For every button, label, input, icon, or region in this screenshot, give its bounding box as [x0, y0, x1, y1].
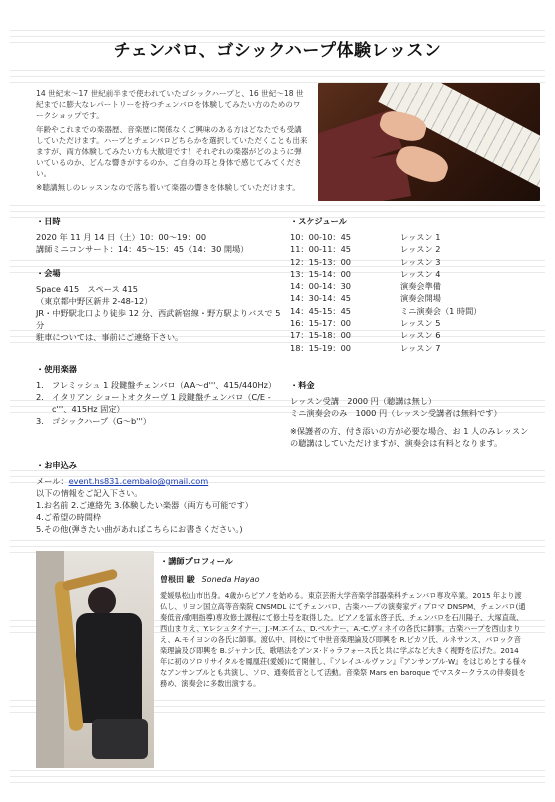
schedule-time: 10：00-10：45: [290, 232, 352, 242]
apply-line: 以下の情報をご記入下さい。: [36, 488, 143, 498]
apply-line: 5.その他(弾きたい曲があればこちらにお書きください。): [36, 524, 243, 534]
apply-section: [36, 460, 306, 535]
fee-heading: ・料金: [290, 380, 315, 390]
instrument-text: イタリアン ショートオクターヴ 1 段鍵盤チェンバロ（C/E - c'''、415Hz 固定）: [52, 392, 271, 414]
profile-name: [160, 574, 260, 585]
intro-note: ※聴講無しのレッスンなので落ち着いて楽器の響きを体験していただけます。: [36, 183, 300, 192]
schedule-row: [290, 243, 530, 255]
datetime-section: [36, 216, 286, 255]
venue-line: （東京都中野区新井 2-48-12）: [36, 296, 153, 306]
venue-line: JR・中野駅北口より徒歩 12 分、西武新宿線・野方駅よりバスで 5 分: [36, 308, 281, 330]
schedule-section: [290, 216, 530, 354]
schedule-row: [290, 292, 530, 304]
instrument-text: ゴシックハープ（G～b'''）: [52, 416, 152, 426]
list-item: [36, 415, 286, 427]
schedule-time: 14：45-15：45: [290, 305, 352, 316]
profile-name-jp: 曽根田 駿: [160, 575, 195, 584]
instruments-heading: ・使用楽器: [36, 364, 77, 374]
schedule-time: 17：15-18：00: [290, 330, 352, 341]
schedule-row: [290, 329, 530, 341]
schedule-label: 演奏会準備: [400, 281, 441, 292]
instrument-text: フレミッシュ 1 段鍵盤チェンバロ（AA～d'''、415/440Hz）: [52, 380, 277, 390]
list-item: [36, 379, 286, 391]
piano-photo: [318, 83, 540, 201]
venue-heading: ・会場: [36, 268, 61, 278]
schedule-label: レッスン 1: [400, 232, 441, 242]
schedule-row: [290, 317, 530, 329]
venue-line: Space 415 スペース 415: [36, 284, 138, 294]
profile-bio: 愛媛県松山市出身。4歳からピアノを始める。東京芸術大学音楽学部器楽科チェンバロ専攻卒業。2015 年より渡仏し、リヨン国立高等音楽院 CNSMDL にてチェンバロ、古楽ハープの演奏家ディプロマ DNSPM、チェンバロ(通奏低音/歌唱指導)専攻修士課程にて修士号を取得した。ピアノを冨永啓子氏、チェンバロを石川陽子、大塚直哉、西山まりえ、Y.レシュタイナー、J.-M.エイム、D.ベルナー、A.-C.ヴィネイの各氏に師事。古楽ハープを西山まりえ、A.モイヨンの各氏に師事。渡仏中、同校にて中世音楽理論及び即興を R.ピカソ氏、ルネサンス、バロック音楽理論及び即興を B.ジャナン氏、歌唱法をアンヌ·ドゥラフォース氏と共に学ぶなど大きく視野を広げた。2014 年に初のソロリサイタルを鳳凰荘(愛媛)にて開催し、『ソレイユ·ルヴァン』『アンサンブル·W』をはじめとする様々なアンサンブルとも共演し、ソロ、通奏低音として活動。音楽祭 Mars en baroque でマスタークラスの伴奏員を務め、演奏会に多数出演する。: [160, 591, 528, 688]
harp-photo: [36, 551, 154, 768]
schedule-heading: ・スケジュール: [290, 216, 347, 226]
fee-note: ※保護者の方、付き添いの方が必要な場合、お 1 人のみレッスンの聴講はしていただけますが、演奏会は有料となります。: [290, 426, 529, 448]
schedule-row: [290, 256, 530, 268]
schedule-time: 12：15-13：00: [290, 256, 352, 267]
fee-line: レッスン受講 2000 円（聴講は無し）: [290, 396, 437, 406]
venue-section: [36, 268, 286, 343]
profile-name-en: Soneda Hayao: [201, 575, 260, 584]
schedule-label: レッスン 2: [400, 244, 441, 255]
intro-paragraph: 14 世紀末～17 世紀前半まで使われていたゴシックハープと、16 世紀～18 世紀までに膨大なレパートリーを持つチェンバロを体験してみたい方のためのワークショップです。: [36, 89, 304, 120]
schedule-time: 14：00-14：30: [290, 281, 352, 292]
schedule-label: レッスン 4: [400, 268, 441, 279]
datetime-line: 2020 年 11 月 14 日（土）10：00～19：00: [36, 232, 207, 242]
fee-line: ミニ演奏会のみ 1000 円（レッスン受講者は無料です）: [290, 408, 502, 418]
schedule-label: レッスン 3: [400, 256, 441, 267]
fee-section: [290, 380, 530, 449]
schedule-time: 16：15-17：00: [290, 318, 352, 329]
list-number: 3.: [36, 416, 44, 426]
schedule-label: レッスン 5: [400, 318, 441, 329]
schedule-label: レッスン 6: [400, 330, 441, 341]
email-link[interactable]: event.hs831.cembalo@gmail.com: [68, 476, 209, 486]
schedule-row: [290, 342, 530, 354]
email-line: [36, 475, 306, 487]
schedule-label: 演奏会開場: [400, 293, 441, 304]
datetime-line: 講師ミニコンサート：14：45～15：45（14：30 開場）: [36, 244, 249, 254]
intro-text: [36, 88, 308, 196]
schedule-row: [290, 280, 530, 292]
schedule-time: 18：15-19：00: [290, 342, 352, 353]
intro-paragraph: 年齢やこれまでの楽器歴、音楽歴に関係なくご興味のある方はどなたでも受講していただけます。ハープとチェンバロどちらかを選択していただくことも出来ますが、両方体験してみたい方も大歓迎です！それぞれの楽器がどのように弾いているのか、どんな響きがするのか、ご自身の耳と身体で感じてみてください。: [36, 125, 308, 178]
page-title: チェンバロ、ゴシックハープ体験レッスン: [113, 41, 442, 61]
list-number: 2.: [36, 392, 44, 402]
apply-heading: ・お申込み: [36, 460, 77, 470]
profile-heading: ・講師プロフィール: [160, 556, 233, 566]
venue-line: 駐車については、事前にご連絡下さい。: [36, 332, 184, 342]
schedule-label: レッスン 7: [400, 342, 441, 353]
schedule-label: ミニ演奏会（1 時間）: [400, 305, 482, 316]
apply-line: 1.お名前 2.ご連絡先 3.体験したい楽器（両方も可能です）: [36, 500, 253, 510]
apply-line: 4.ご希望の時間枠: [36, 512, 102, 522]
list-number: 1.: [36, 380, 44, 390]
schedule-time: 11：00-11：45: [290, 244, 352, 255]
schedule-row: [290, 305, 530, 317]
datetime-heading: ・日時: [36, 216, 61, 226]
schedule-row: [290, 231, 530, 243]
schedule-time: 13：15-14：00: [290, 268, 352, 279]
list-item: [36, 391, 286, 415]
schedule-time: 14：30-14：45: [290, 293, 352, 304]
instruments-section: [36, 364, 286, 427]
email-label: メール：: [36, 476, 69, 486]
schedule-row: [290, 268, 530, 280]
